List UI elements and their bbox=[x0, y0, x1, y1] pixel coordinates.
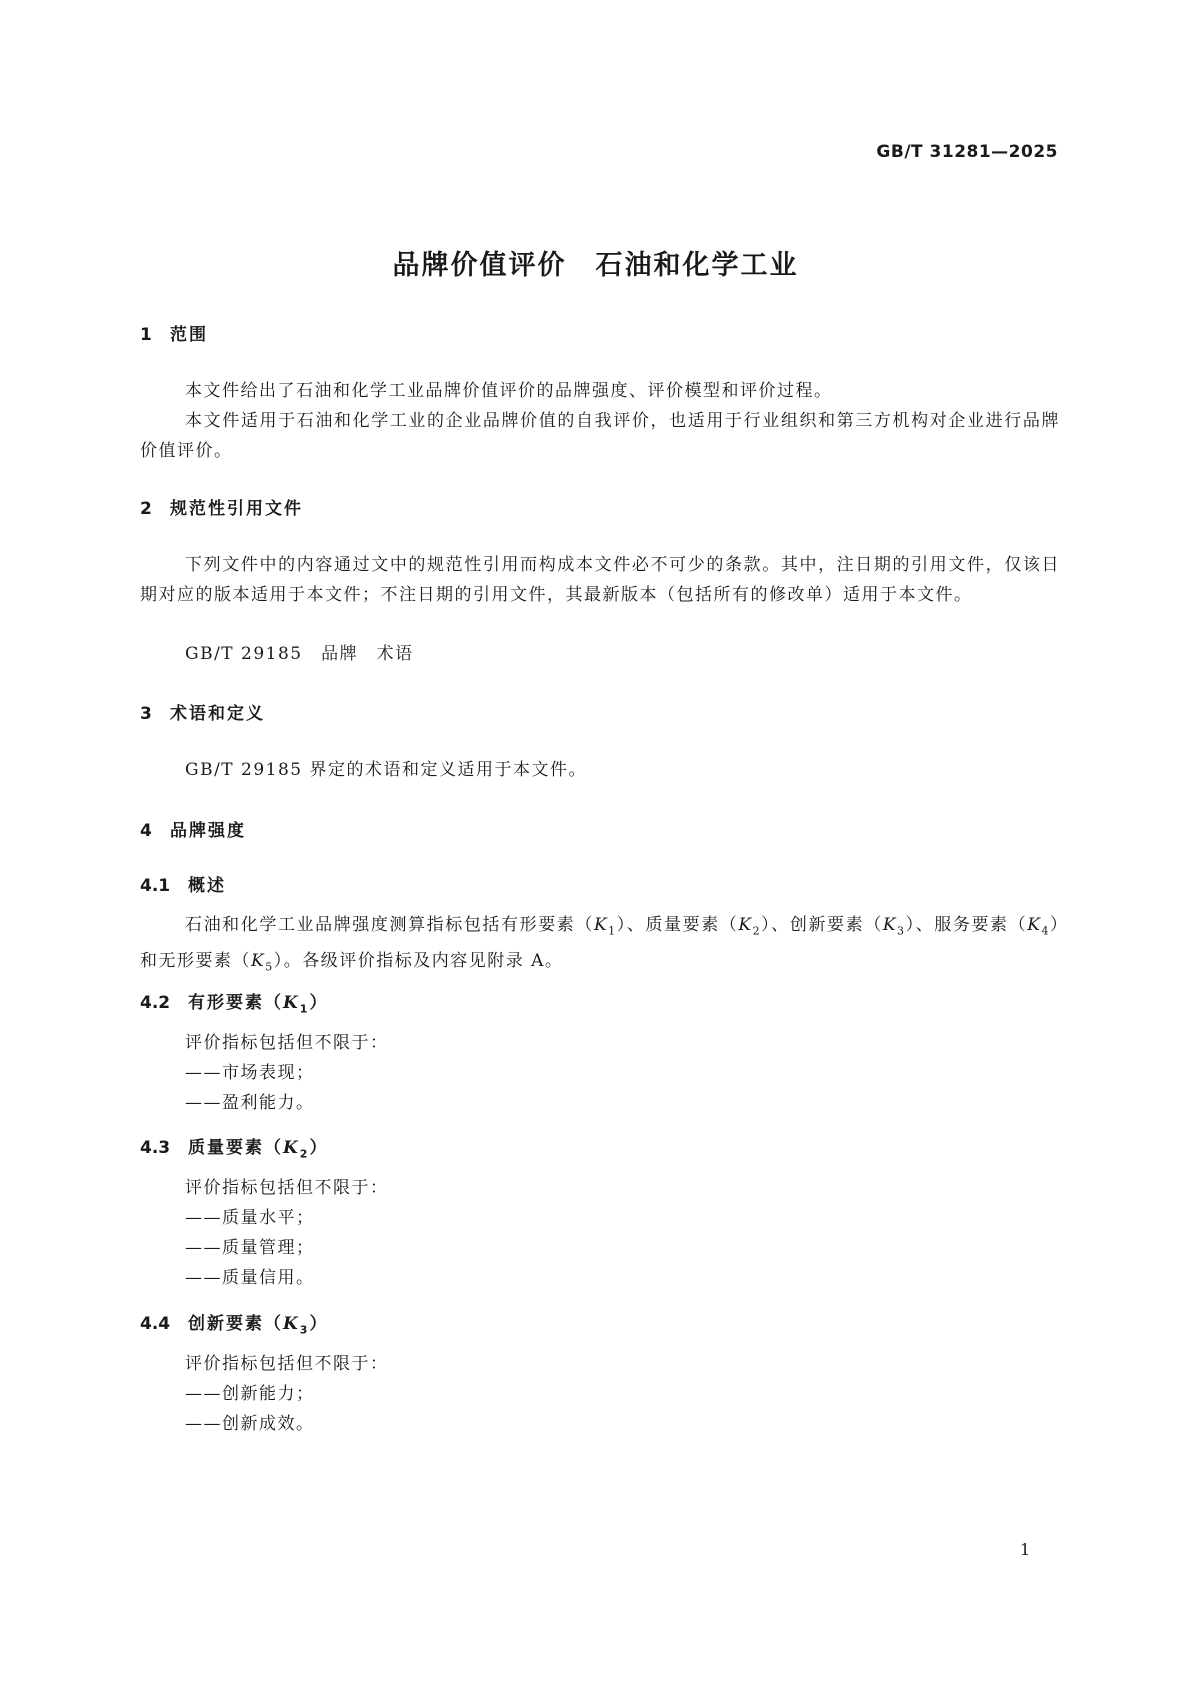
standard-number: GB/T 31281—2025 bbox=[876, 142, 1058, 162]
text-run: ）。各级评价指标及内容见附录 A。 bbox=[273, 951, 564, 972]
section-1-paragraph-2: 本文件适用于石油和化学工业的企业品牌价值的自我评价，也适用于行业组织和第三方机构对企业进行品牌价值评价。 bbox=[140, 411, 1060, 461]
section-title: 规范性引用文件 bbox=[170, 499, 303, 519]
k-symbol: K bbox=[283, 993, 300, 1013]
section-4-3-heading bbox=[140, 1133, 328, 1160]
list-intro: 评价指标包括但不限于： bbox=[185, 1178, 389, 1198]
section-title: 品牌强度 bbox=[170, 821, 246, 841]
k2-subscript: 2 bbox=[752, 924, 762, 938]
section-4-heading bbox=[140, 816, 246, 841]
text-run: ）、质量要素（ bbox=[616, 915, 739, 935]
k-symbol: K bbox=[283, 1314, 300, 1334]
k3-subscript: 3 bbox=[897, 924, 906, 938]
list-item: ——质量水平； bbox=[185, 1208, 315, 1228]
section-title: 有形要素（ bbox=[188, 993, 283, 1013]
section-title: 术语和定义 bbox=[170, 704, 265, 724]
list-item: ——创新成效。 bbox=[185, 1414, 315, 1434]
list-item: ——质量信用。 bbox=[185, 1268, 315, 1288]
list-item: ——创新能力； bbox=[185, 1384, 315, 1404]
section-title: 质量要素（ bbox=[188, 1138, 283, 1158]
section-4-1-paragraph-1 bbox=[140, 910, 1060, 983]
k4-subscript: 4 bbox=[1041, 924, 1050, 938]
k5-symbol: K bbox=[251, 951, 266, 972]
section-title: 创新要素（ bbox=[188, 1314, 283, 1334]
title-close: ） bbox=[309, 1314, 329, 1334]
section-2-paragraph-1: 下列文件中的内容通过文中的规范性引用而构成本文件必不可少的条款。其中，注日期的引用文件，仅该日期对应的版本适用于本文件；不注日期的引用文件，其最新版本（包括所有的修改单）适用于本文件。 bbox=[140, 555, 1060, 605]
text-run: ）和无形要素（ bbox=[140, 915, 1061, 972]
k1-subscript: 1 bbox=[608, 924, 617, 938]
k1-symbol: K bbox=[593, 915, 609, 935]
section-number: 4.1 bbox=[140, 876, 171, 896]
list-item: ——市场表现； bbox=[185, 1063, 315, 1083]
section-title: 范围 bbox=[170, 325, 208, 345]
page-number: 1 bbox=[1020, 1540, 1031, 1559]
section-4-1-heading bbox=[140, 871, 226, 896]
section-number: 4.3 bbox=[140, 1138, 171, 1158]
text-run: 石油和化学工业品牌强度测算指标包括有形要素（ bbox=[185, 915, 594, 935]
text-run: ）、创新要素（ bbox=[761, 915, 883, 935]
title-close: ） bbox=[309, 1138, 329, 1158]
title-close: ） bbox=[309, 993, 329, 1013]
k2-symbol: K bbox=[738, 915, 753, 935]
section-number: 4.2 bbox=[140, 993, 171, 1013]
section-1-paragraph-1: 本文件给出了石油和化学工业品牌价值评价的品牌强度、评价模型和评价过程。 bbox=[185, 381, 833, 401]
k3-symbol: K bbox=[882, 915, 898, 935]
list-intro: 评价指标包括但不限于： bbox=[185, 1354, 389, 1374]
section-title: 概述 bbox=[188, 876, 226, 896]
list-item: ——盈利能力。 bbox=[185, 1093, 315, 1113]
k-subscript: 3 bbox=[299, 1323, 310, 1337]
list-intro: 评价指标包括但不限于： bbox=[185, 1033, 389, 1053]
section-1-heading bbox=[140, 320, 208, 345]
section-3-heading bbox=[140, 699, 265, 724]
section-number: 4 bbox=[140, 821, 154, 841]
text-run: ）、服务要素（ bbox=[905, 915, 1028, 935]
section-3-paragraph-1: GB/T 29185 界定的术语和定义适用于本文件。 bbox=[185, 760, 588, 780]
section-number: 4.4 bbox=[140, 1314, 171, 1334]
section-2-heading bbox=[140, 494, 303, 519]
normative-reference: GB/T 29185 品牌 术语 bbox=[185, 644, 414, 664]
section-number: 3 bbox=[140, 704, 154, 724]
list-item: ——质量管理； bbox=[185, 1238, 315, 1258]
k4-symbol: K bbox=[1027, 915, 1042, 935]
k-subscript: 1 bbox=[299, 1002, 310, 1016]
k-symbol: K bbox=[283, 1138, 300, 1158]
section-number: 2 bbox=[140, 499, 154, 519]
k-subscript: 2 bbox=[299, 1147, 310, 1161]
section-4-4-heading bbox=[140, 1309, 328, 1336]
section-4-2-heading bbox=[140, 988, 328, 1015]
section-number: 1 bbox=[140, 325, 154, 345]
document-title: 品牌价值评价 石油和化学工业 bbox=[392, 250, 799, 281]
k5-subscript: 5 bbox=[265, 960, 274, 974]
